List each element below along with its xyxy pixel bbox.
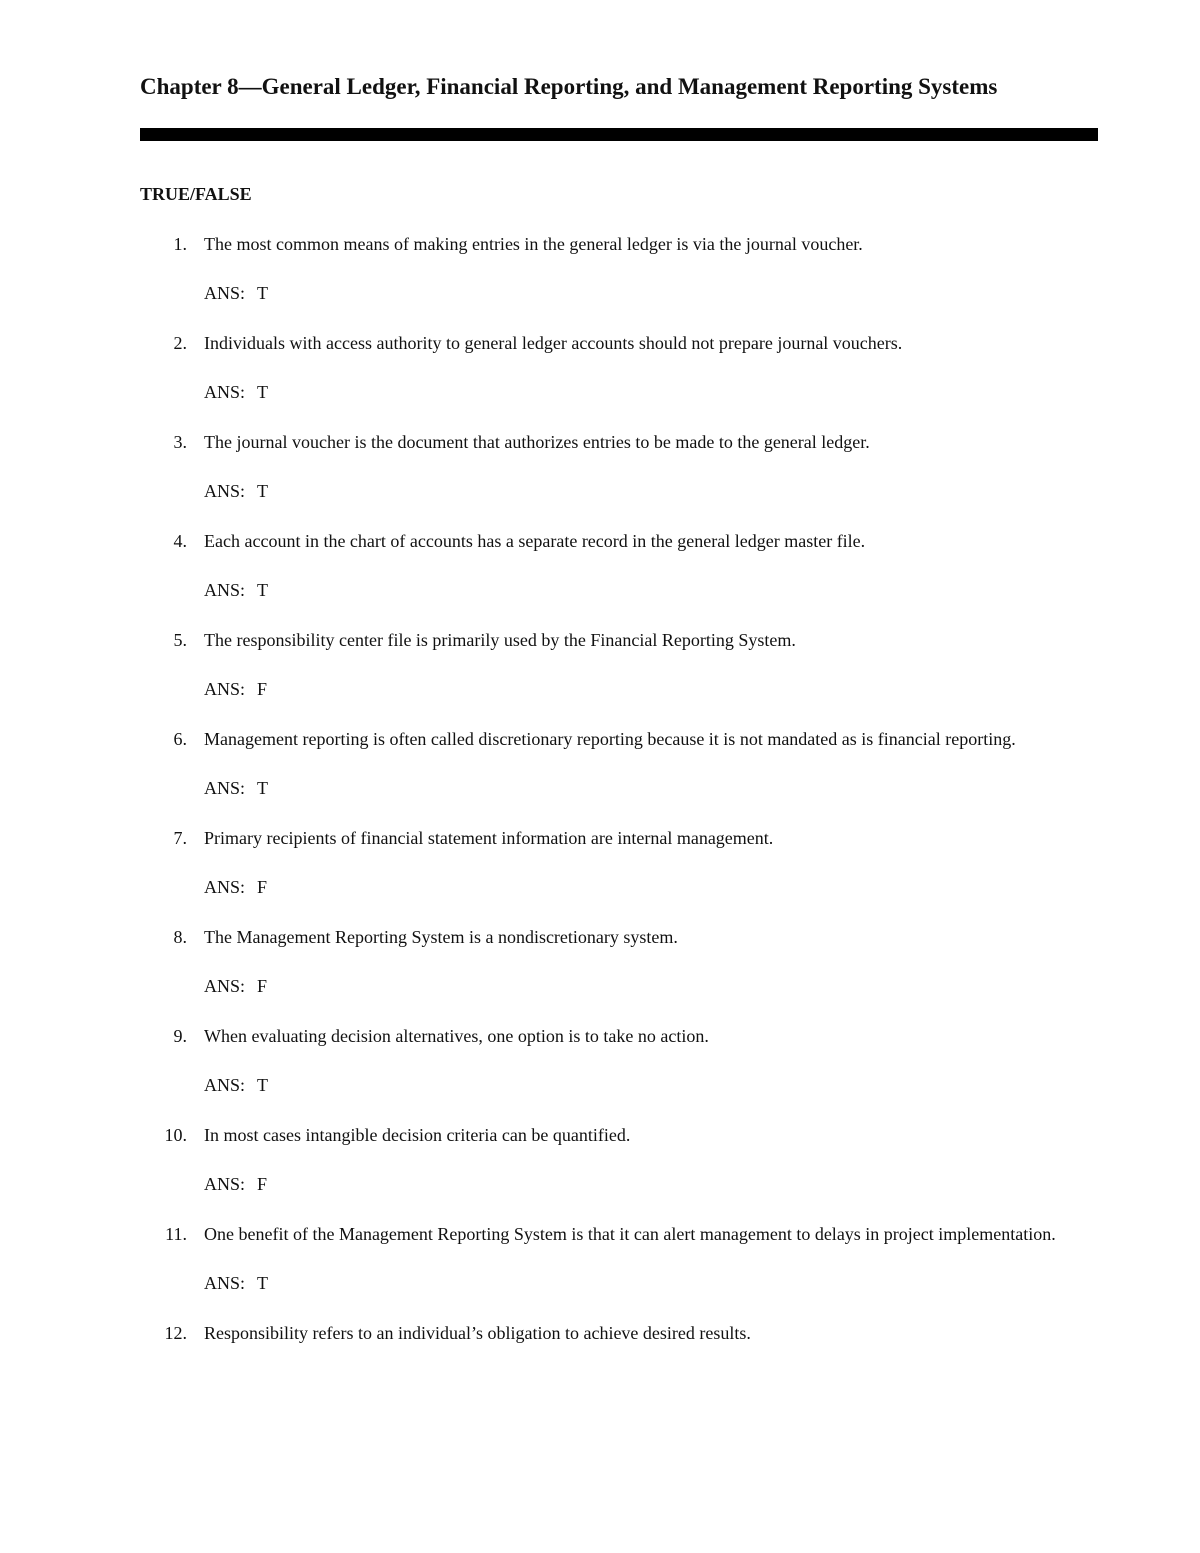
answer-label: ANS: xyxy=(204,283,246,303)
answer-label: ANS: xyxy=(204,976,246,996)
answer-line xyxy=(204,578,1090,603)
answer-value: F xyxy=(257,1174,268,1194)
answer-label: ANS: xyxy=(204,1174,246,1194)
question-item xyxy=(140,628,1090,702)
answer-line xyxy=(204,974,1090,999)
question-text: Each account in the chart of accounts has a separate record in the general ledger master file. xyxy=(204,531,866,551)
question-number: 6. xyxy=(173,729,187,749)
answer-line xyxy=(204,1073,1090,1098)
question-text: The Management Reporting System is a nondiscretionary system. xyxy=(204,927,678,947)
question-item xyxy=(140,1123,1090,1197)
question-number: 10. xyxy=(164,1125,187,1145)
answer-label: ANS: xyxy=(204,382,246,402)
question-text: The journal voucher is the document that authorizes entries to be made to the general ledger. xyxy=(204,432,870,452)
answer-value: F xyxy=(257,679,268,699)
question-number: 7. xyxy=(173,828,187,848)
section-heading: TRUE/FALSE xyxy=(140,184,252,204)
answer-value: F xyxy=(257,976,268,996)
question-item xyxy=(140,925,1090,999)
answer-label: ANS: xyxy=(204,1273,246,1293)
question-number: 5. xyxy=(173,630,187,650)
question-item xyxy=(140,430,1090,504)
question-text: Individuals with access authority to general ledger accounts should not prepare journal vouchers. xyxy=(204,333,903,353)
answer-line xyxy=(204,677,1090,702)
chapter-title: Chapter 8—General Ledger, Financial Reporting, and Management Reporting Systems xyxy=(140,74,998,99)
question-item xyxy=(140,1024,1090,1098)
question-text: In most cases intangible decision criteria can be quantified. xyxy=(204,1125,631,1145)
question-item xyxy=(140,727,1090,801)
question-number: 8. xyxy=(173,927,187,947)
answer-label: ANS: xyxy=(204,778,246,798)
answer-value: T xyxy=(257,283,269,303)
answer-value: T xyxy=(257,580,269,600)
question-text: Primary recipients of financial statement information are internal management. xyxy=(204,828,774,848)
question-number: 12. xyxy=(164,1323,187,1343)
answer-value: T xyxy=(257,1075,269,1095)
question-number: 2. xyxy=(173,333,187,353)
answer-line xyxy=(204,479,1090,504)
question-item xyxy=(140,331,1090,405)
question-item xyxy=(140,826,1090,900)
question-text: The responsibility center file is primarily used by the Financial Reporting System. xyxy=(204,630,796,650)
question-number: 3. xyxy=(173,432,187,452)
question-item xyxy=(140,1222,1090,1296)
question-item xyxy=(140,529,1090,603)
question-item xyxy=(140,232,1090,306)
answer-line xyxy=(204,776,1090,801)
question-number: 9. xyxy=(173,1026,187,1046)
answer-value: T xyxy=(257,481,269,501)
answer-value: F xyxy=(257,877,268,897)
answer-value: T xyxy=(257,382,269,402)
answer-label: ANS: xyxy=(204,1075,246,1095)
answer-label: ANS: xyxy=(204,679,246,699)
answer-label: ANS: xyxy=(204,481,246,501)
question-text: Management reporting is often called discretionary reporting because it is not mandated as is financial reporting. xyxy=(204,729,1016,749)
answer-value: T xyxy=(257,1273,269,1293)
title-rule xyxy=(140,128,1098,141)
answer-label: ANS: xyxy=(204,580,246,600)
question-text: One benefit of the Management Reporting System is that it can alert management to delays in project implementation. xyxy=(204,1224,1056,1244)
question-item xyxy=(140,1321,1090,1346)
question-text: When evaluating decision alternatives, one option is to take no action. xyxy=(204,1026,709,1046)
answer-line xyxy=(204,1271,1090,1296)
question-text: The most common means of making entries in the general ledger is via the journal voucher. xyxy=(204,234,863,254)
question-number: 1. xyxy=(173,234,187,254)
question-number: 4. xyxy=(173,531,187,551)
answer-line xyxy=(204,875,1090,900)
question-text: Responsibility refers to an individual’s obligation to achieve desired results. xyxy=(204,1323,751,1343)
question-number: 11. xyxy=(165,1224,187,1244)
answer-line xyxy=(204,380,1090,405)
question-list xyxy=(140,232,1090,1346)
answer-line xyxy=(204,281,1090,306)
answer-value: T xyxy=(257,778,269,798)
answer-label: ANS: xyxy=(204,877,246,897)
answer-line xyxy=(204,1172,1090,1197)
